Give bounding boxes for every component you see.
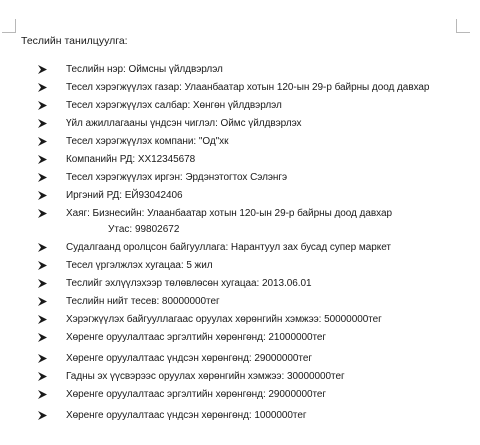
list-item-text: Хэрэгжүүлэх байгууллагаас оруулах хөрөнгийн хэмжээ: 50000000тег xyxy=(66,314,382,325)
list-item xyxy=(0,276,480,292)
arrowhead-bullet-icon xyxy=(37,371,48,382)
arrowhead-bullet-icon xyxy=(37,208,48,219)
list-item xyxy=(0,408,480,424)
list-item-text: Теслийн нийт тесев: 80000000тег xyxy=(66,296,220,307)
list-item xyxy=(0,294,480,310)
list-item-text: Гадны эх үүсвэрээс оруулах хөрөнгийн хэмжээ: 30000000тег xyxy=(66,371,345,382)
arrowhead-bullet-icon xyxy=(37,410,48,421)
list-item-text: Судалгаанд оролцсон байгууллага: Нарантуул зах бусад супер маркет xyxy=(66,242,391,253)
list-item xyxy=(0,206,480,222)
list-item xyxy=(0,312,480,328)
list-item xyxy=(0,258,480,274)
list-item-text: Хаяг: Бизнесийн: Улаанбаатар хотын 120-ын 29-р байрны доод давхар xyxy=(66,208,392,219)
list-item-text: Хөренге оруулалтаас үндсэн хөрөнгөнд: 29000000тег xyxy=(66,353,312,364)
arrowhead-bullet-icon xyxy=(37,332,48,343)
arrowhead-bullet-icon xyxy=(37,82,48,93)
arrowhead-bullet-icon xyxy=(37,100,48,111)
arrowhead-bullet-icon xyxy=(37,64,48,75)
list-item-text: Теслийг эхлүүлэхээр төлөвлөсөн хугацаа: 2013.06.01 xyxy=(66,278,312,289)
list-item xyxy=(0,240,480,256)
list-item xyxy=(0,62,480,78)
arrowhead-bullet-icon xyxy=(37,260,48,271)
phone-line: Утас: 99802672 xyxy=(108,224,180,235)
list-item-text: Иргэний РД: ЕЙ93042406 xyxy=(66,190,183,201)
arrowhead-bullet-icon xyxy=(37,136,48,147)
list-item xyxy=(0,80,480,96)
arrowhead-bullet-icon xyxy=(37,242,48,253)
arrowhead-bullet-icon xyxy=(37,118,48,129)
list-item xyxy=(0,152,480,168)
arrowhead-bullet-icon xyxy=(37,353,48,364)
list-item-text: Хөренге оруулалтаас эргэлтийн хөрөнгөнд: 21000000тег xyxy=(66,332,327,343)
list-item-text: Теслийн нэр: Оймсны үйлдвэрлэл xyxy=(66,64,223,75)
list-item xyxy=(0,116,480,132)
list-item-text: Хөренге оруулалтаас үндсэн хөрөнгөнд: 1000000тег xyxy=(66,410,307,421)
list-item-text: Тесел хэрэгжүүлэх газар: Улаанбаатар хотын 120-ын 29-р байрны доод давхар xyxy=(66,82,430,93)
arrowhead-bullet-icon xyxy=(37,278,48,289)
list-item-text: Тесел хэрэгжүүлэх салбар: Хөнгөн үйлдвэрлэл xyxy=(66,100,282,111)
section-heading: Теслийн танилцуулга: xyxy=(21,35,128,47)
list-item-text: Компанийн РД: ХХ12345678 xyxy=(66,154,196,165)
list-item xyxy=(0,98,480,114)
list-item xyxy=(0,387,480,403)
list-item xyxy=(0,170,480,186)
arrowhead-bullet-icon xyxy=(37,389,48,400)
list-item-text: Үйл ажиллагааны үндсэн чиглэл: Оймс үйлдвэрлэх xyxy=(66,118,302,129)
list-item xyxy=(0,369,480,385)
list-item xyxy=(0,134,480,150)
list-item xyxy=(0,188,480,204)
arrowhead-bullet-icon xyxy=(37,296,48,307)
arrowhead-bullet-icon xyxy=(37,314,48,325)
list-item-text: Тесел үргэлжлэх хугацаа: 5 жил xyxy=(66,260,213,271)
list-item xyxy=(0,351,480,367)
arrowhead-bullet-icon xyxy=(37,172,48,183)
list-item xyxy=(0,330,480,346)
list-item-text: Хөренге оруулалтаас эргэлтийн хөрөнгөнд: 29000000тег xyxy=(66,389,327,400)
arrowhead-bullet-icon xyxy=(37,154,48,165)
list-item-text: Тесел хэрэгжүүлэх компани: "Од"хк xyxy=(66,136,229,147)
arrowhead-bullet-icon xyxy=(37,190,48,201)
list-item-text: Тесел хэрэгжүүлэх иргэн: Эрдэнэтогтох Сэлэнгэ xyxy=(66,172,288,183)
